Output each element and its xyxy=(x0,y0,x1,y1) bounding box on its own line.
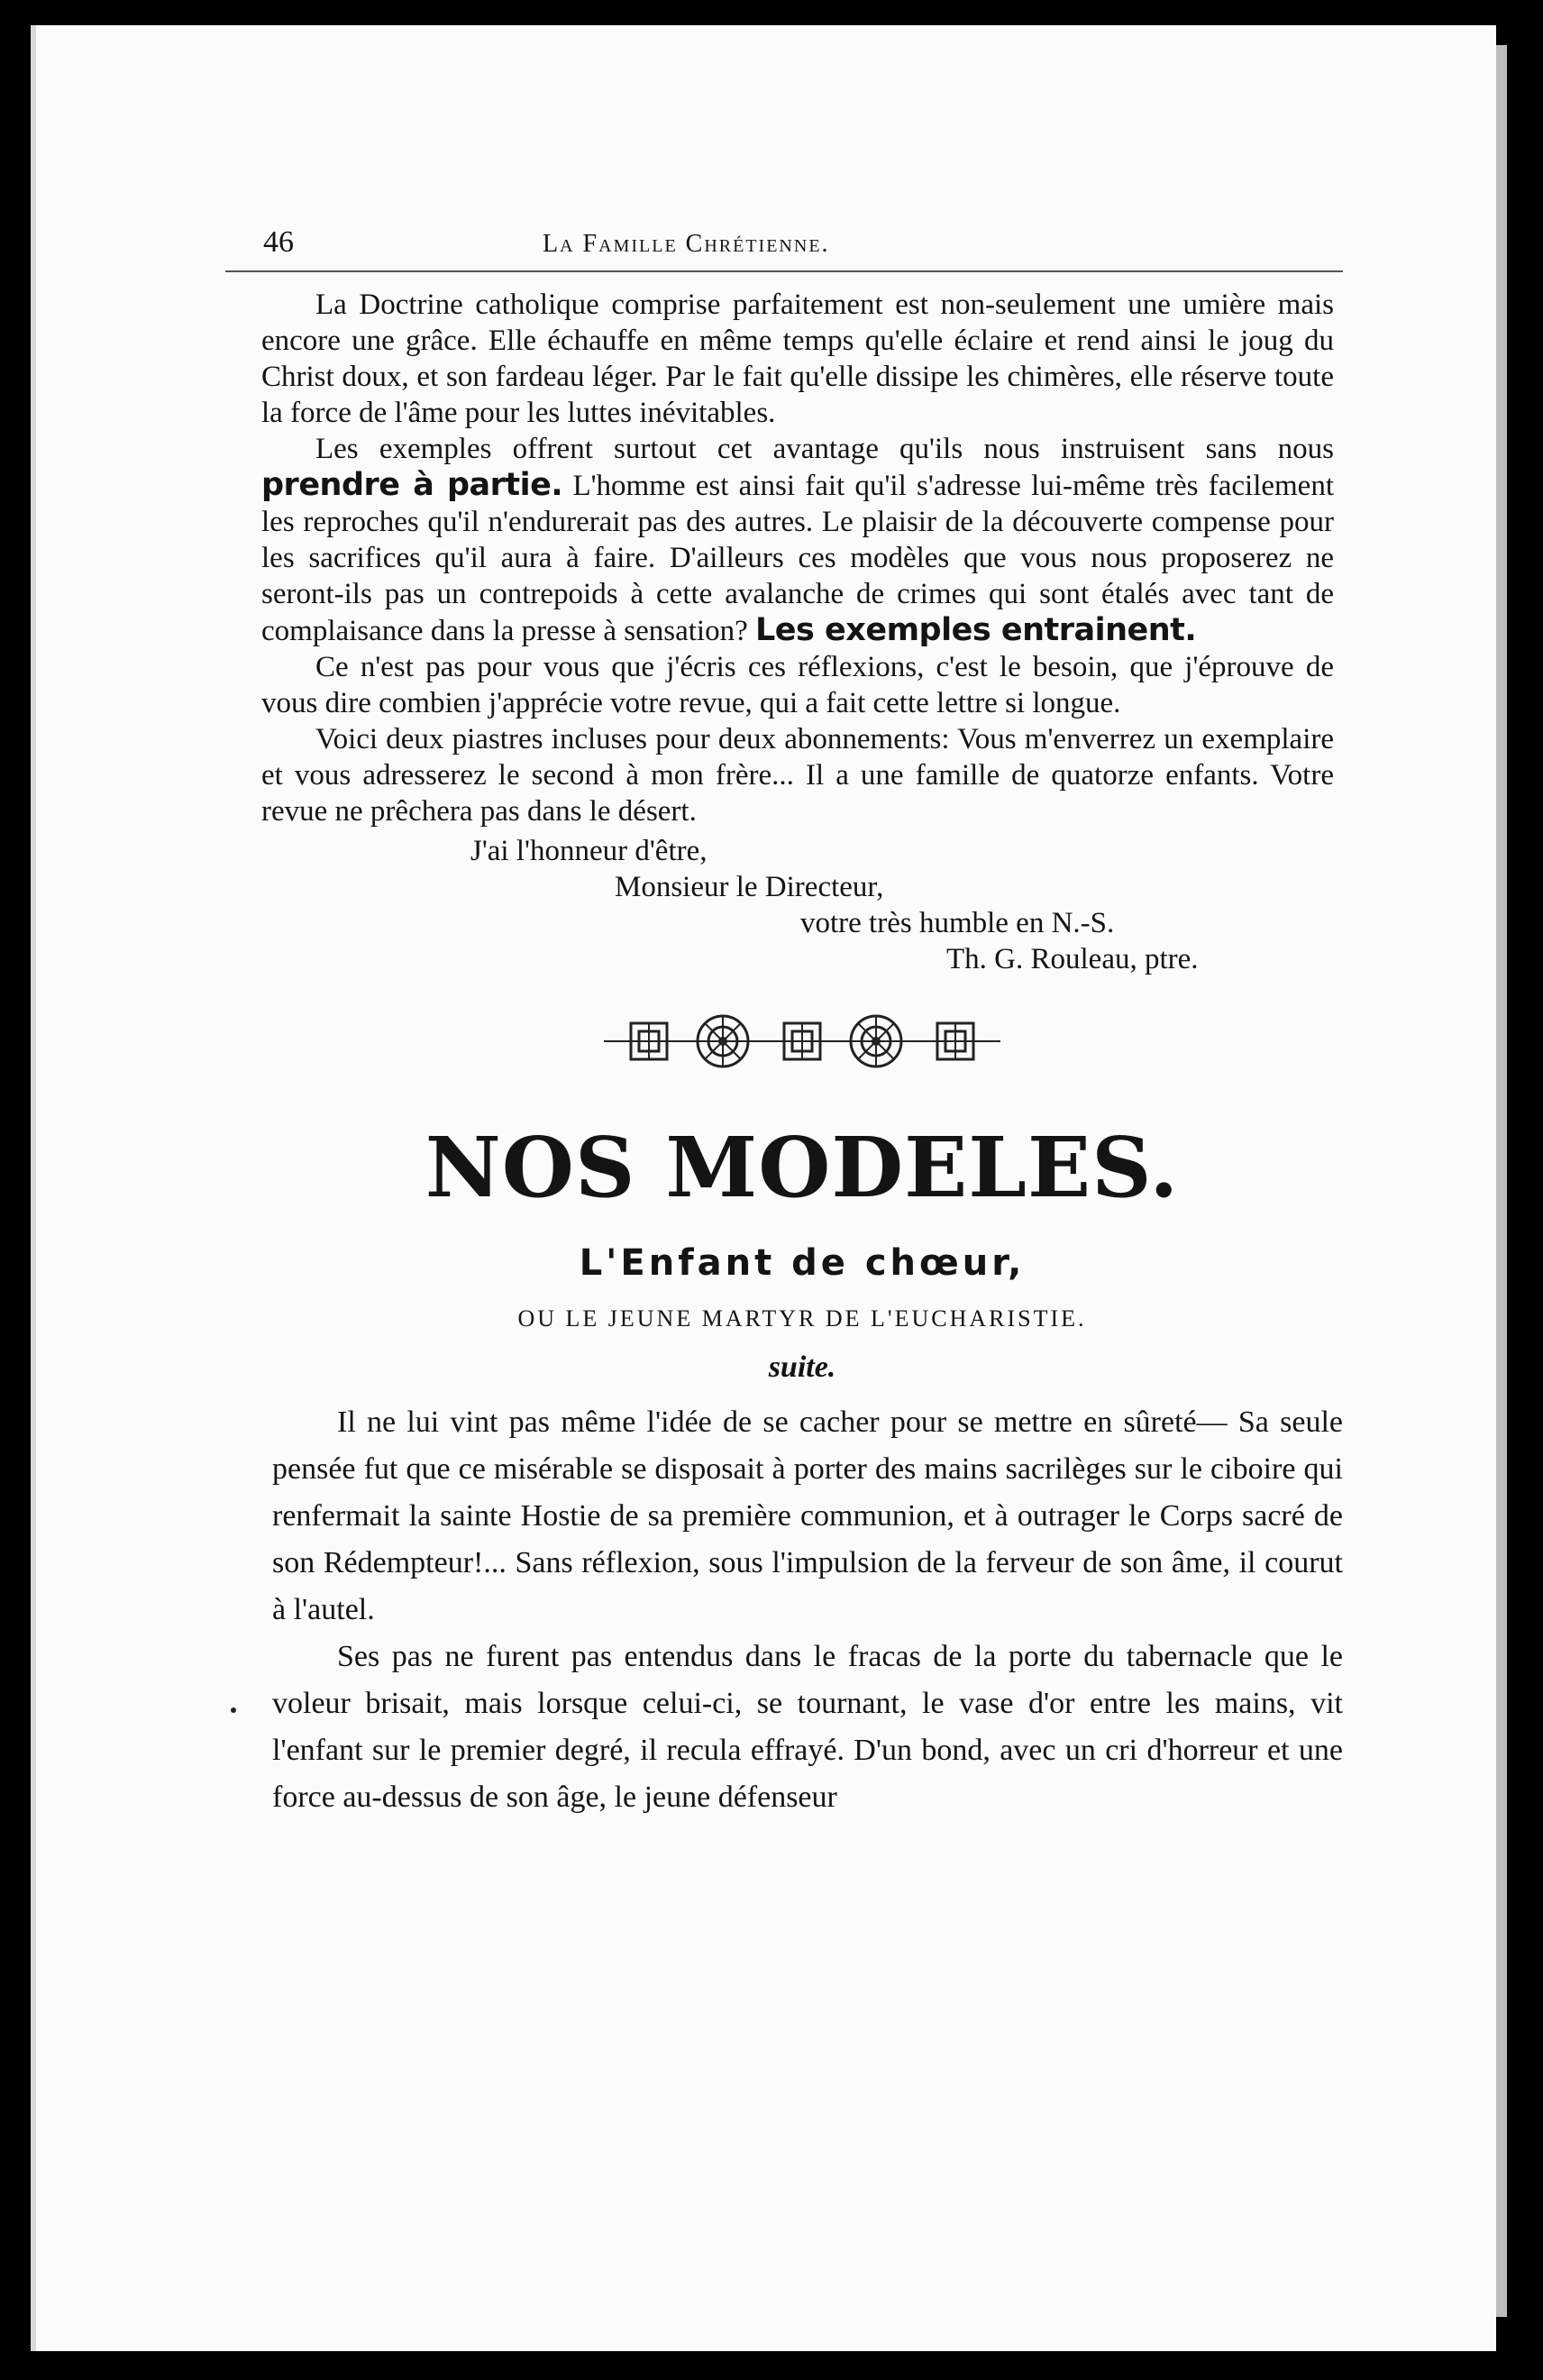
running-header xyxy=(225,225,1343,272)
ornament-svg xyxy=(604,1010,1000,1073)
letter-paragraph-1: La Doctrine catholique comprise parfaitement est non-seulement une umière mais encore une grâce. Elle échauffe en même temps qu'elle éclaire et rend ainsi le joug du Christ doux, et son fardeau léger. Par le fait qu'elle dissipe les chimères, elle réserve toute la force de l'âme pour les luttes inévitables. xyxy=(261,288,1334,429)
story-title: L'Enfant de chœur, xyxy=(579,1242,1026,1284)
letter-body xyxy=(225,287,1343,829)
ornament-square-icon xyxy=(937,1023,973,1059)
letter-paragraph-3: Ce n'est pas pour vous que j'écris ces réflexions, c'est le besoin, que j'éprouve de vous dire combien j'apprécie votre revue, qui a fait cette lettre si longue. xyxy=(261,651,1334,719)
emphasis-les-exemples: Les exemples entrainent. xyxy=(754,612,1197,648)
decorative-ornament-icon xyxy=(225,1010,1343,1082)
signature-name: Th. G. Rouleau, ptre. xyxy=(946,943,1199,975)
ornament-square-icon xyxy=(631,1023,667,1059)
paragraph-2-text-middle: L'homme est ainsi fait qu'il s'adresse lui-même très facilement les reproches qu'il n'endurerait pas des autres. Le plaisir de la découverte compense pour les sacrifices qu'il aura à faire. D'ailleurs ces modèles que vous nous proposerez ne seront-ils pas un contrepoids à cette avalanche de crimes qui sont étalés avec tant de complaisance dans la presse à sensation? xyxy=(261,470,1334,647)
story-paragraph-2: Ses pas ne furent pas entendus dans le fracas de la porte du tabernacle que le voleur brisait, mais lorsque celui-ci, se tournant, le vase d'or entre les mains, vit l'enfant sur le premier degré, il recula effrayé. D'un bond, avec un cri d'horreur et une force au-dessus de son âge, le jeune défenseur xyxy=(272,1640,1343,1814)
closing-line-2: Monsieur le Directeur, xyxy=(615,871,884,903)
closing-line-3: votre très humble en N.-S. xyxy=(800,907,1115,939)
adjacent-page-edge xyxy=(1496,45,1507,2317)
story-body xyxy=(225,1399,1343,1821)
story-paragraph-1: Il ne lui vint pas même l'idée de se cacher pour se mettre en sûreté— Sa seule pensée fut que ce misérable se disposait à porter des mains sacrilèges sur le ciboire qui renfermait la sainte Hostie de sa première communion, et à outrager le Corps sacré de son Rédempteur!... Sans réflexion, sous l'impulsion de la ferveur de son âme, il courut à l'autel. xyxy=(272,1405,1343,1626)
paragraph-2-text-start: Les exemples offrent surtout cet avantage qu'ils nous instruisent sans nous xyxy=(315,433,1334,465)
letter-paragraph-4: Voici deux piastres incluses pour deux abonnements: Vous m'enverrez un exemplaire et vous adresserez le second à mon frère... Il a une famille de quatorze enfants. Votre revue ne prêchera pas dans le désert. xyxy=(261,723,1334,828)
ornament-wheel-icon xyxy=(851,1016,901,1066)
section-title: NOS MODELES. xyxy=(425,1119,1180,1216)
letter-closing xyxy=(225,833,1343,977)
closing-line-1: J'ai l'honneur d'être, xyxy=(470,835,708,867)
letter-paragraph-2 xyxy=(261,431,1334,649)
ornament-square-icon xyxy=(784,1023,820,1059)
running-title: La Famille Chrétienne. xyxy=(543,230,830,258)
continued-label: suite. xyxy=(768,1350,836,1384)
emphasis-prendre-a-partie: prendre à partie. xyxy=(261,467,563,503)
story-subtitle: OU LE JEUNE MARTYR DE L'EUCHARISTIE. xyxy=(517,1305,1087,1332)
page-content xyxy=(225,225,1343,1821)
ornament-wheel-icon xyxy=(698,1016,748,1066)
page-number: 46 xyxy=(263,225,294,259)
